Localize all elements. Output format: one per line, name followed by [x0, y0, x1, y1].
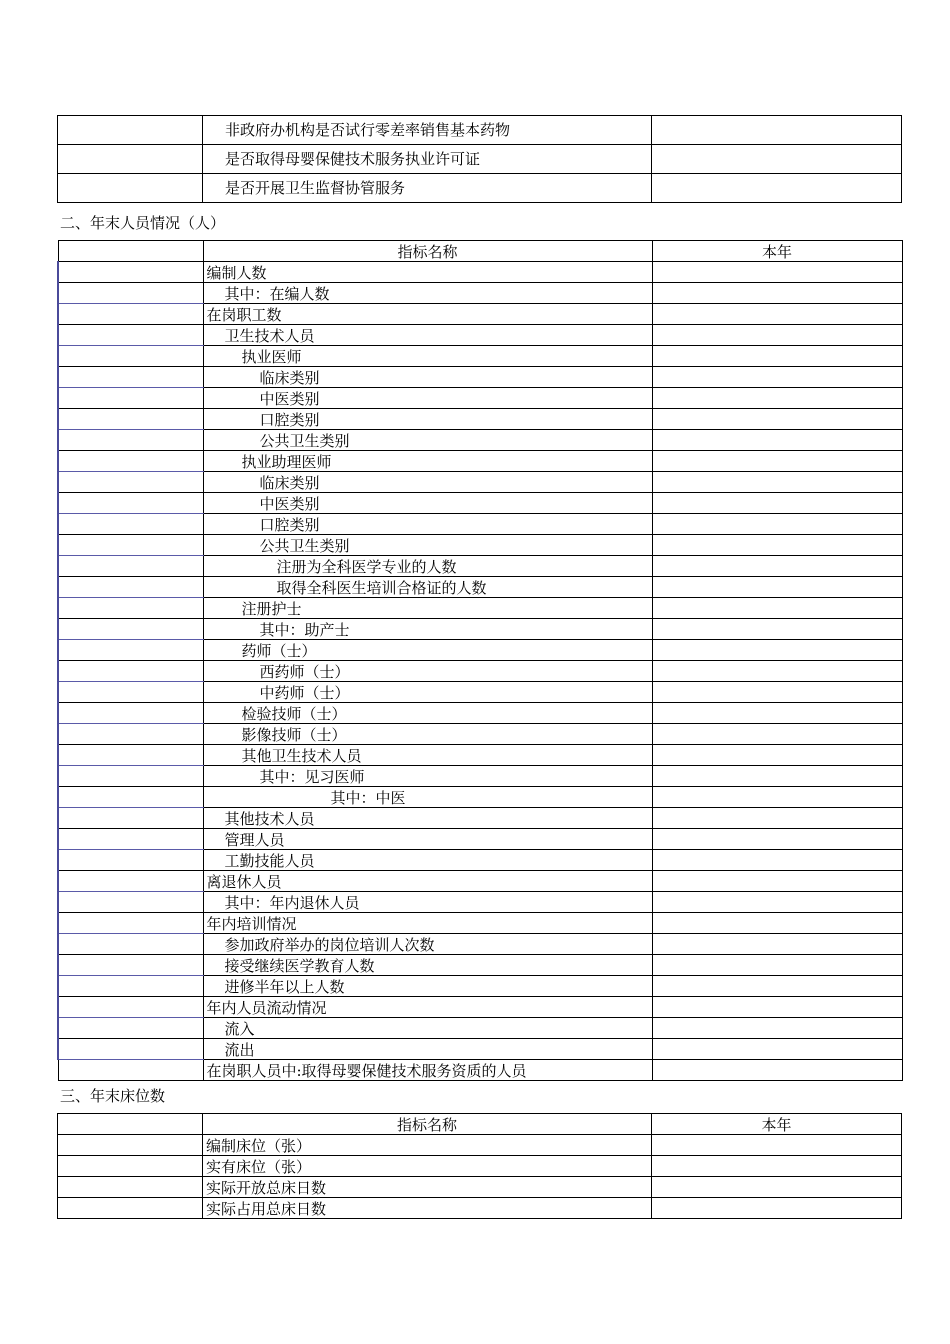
indicator-name: 执业助理医师: [203, 451, 652, 472]
header-indicator-name: 指标名称: [203, 241, 652, 262]
code-cell: [58, 619, 203, 640]
value-cell[interactable]: [652, 745, 902, 766]
value-cell[interactable]: [652, 829, 902, 850]
value-cell[interactable]: [652, 145, 902, 174]
code-cell: [58, 598, 203, 619]
value-cell[interactable]: [652, 1177, 902, 1198]
code-cell: [58, 829, 203, 850]
value-cell[interactable]: [652, 1135, 902, 1156]
beds-table: [57, 1113, 902, 1219]
value-cell[interactable]: [652, 430, 902, 451]
value-cell[interactable]: [652, 116, 902, 145]
code-cell: [58, 955, 203, 976]
code-cell: [58, 367, 203, 388]
indicator-name: 是否取得母婴保健技术服务执业许可证: [203, 145, 652, 174]
indicator-name: 公共卫生类别: [203, 535, 652, 556]
table-row: [58, 304, 902, 325]
code-cell: [58, 703, 203, 724]
header-current-year: 本年: [652, 1114, 902, 1135]
indicator-name: 其他技术人员: [203, 808, 652, 829]
table-row: [58, 850, 902, 871]
institution-status-table: [57, 115, 902, 203]
indicator-name: 西药师（士）: [203, 661, 652, 682]
code-cell: [58, 871, 203, 892]
table-row: [58, 913, 902, 934]
indicator-name: 工勤技能人员: [203, 850, 652, 871]
indicator-name: 管理人员: [203, 829, 652, 850]
value-cell[interactable]: [652, 787, 902, 808]
code-cell: [58, 174, 203, 203]
indicator-name: 药师（士）: [203, 640, 652, 661]
indicator-name: 公共卫生类别: [203, 430, 652, 451]
code-cell: [58, 892, 203, 913]
value-cell[interactable]: [652, 472, 902, 493]
indicator-name: 取得全科医生培训合格证的人数: [203, 577, 652, 598]
header-indicator-name: 指标名称: [203, 1114, 652, 1135]
table-row: [58, 619, 902, 640]
value-cell[interactable]: [652, 388, 902, 409]
code-cell: [58, 493, 203, 514]
code-cell: [58, 472, 203, 493]
table-row: [58, 577, 902, 598]
indicator-name: 接受继续医学教育人数: [203, 955, 652, 976]
table-header-row: [58, 241, 902, 262]
value-cell[interactable]: [652, 640, 902, 661]
section-title-staff: 二、年末人员情况（人）: [60, 214, 226, 232]
value-cell[interactable]: [652, 892, 902, 913]
table-row: [58, 116, 902, 145]
value-cell[interactable]: [652, 619, 902, 640]
table-row: [58, 1039, 902, 1060]
table-row: [58, 1060, 902, 1081]
value-cell[interactable]: [652, 346, 902, 367]
code-cell: [58, 787, 203, 808]
table-row: [58, 640, 902, 661]
code-cell: [58, 808, 203, 829]
table-row: [58, 556, 902, 577]
code-cell: [58, 116, 203, 145]
value-cell[interactable]: [652, 409, 902, 430]
table-row: [58, 262, 902, 283]
indicator-name: 中医类别: [203, 493, 652, 514]
value-cell[interactable]: [652, 304, 902, 325]
value-cell[interactable]: [652, 661, 902, 682]
table-row: [58, 787, 902, 808]
table-row: [58, 997, 902, 1018]
table-row: [58, 145, 902, 174]
indicator-name: 注册护士: [203, 598, 652, 619]
table-row: [58, 325, 902, 346]
code-cell: [58, 1039, 203, 1060]
table-row: [58, 934, 902, 955]
table-row: [58, 808, 902, 829]
value-cell[interactable]: [652, 535, 902, 556]
value-cell[interactable]: [652, 283, 902, 304]
indicator-name: 中药师（士）: [203, 682, 652, 703]
value-cell[interactable]: [652, 493, 902, 514]
table-row: [58, 661, 902, 682]
table-row: [58, 409, 902, 430]
code-cell: [58, 304, 203, 325]
value-cell[interactable]: [652, 1018, 902, 1039]
indicator-name: 参加政府举办的岗位培训人次数: [203, 934, 652, 955]
table-row: [58, 493, 902, 514]
table-row: [58, 703, 902, 724]
table-row: [58, 346, 902, 367]
indicator-name: 年内人员流动情况: [203, 997, 652, 1018]
indicator-name: 年内培训情况: [203, 913, 652, 934]
value-cell[interactable]: [652, 451, 902, 472]
indicator-name: 其中：中医: [203, 787, 652, 808]
value-cell[interactable]: [652, 682, 902, 703]
table-row: [58, 976, 902, 997]
indicator-name: 实际占用总床日数: [203, 1198, 652, 1219]
value-cell[interactable]: [652, 1060, 902, 1081]
staff-table: [57, 240, 903, 1081]
table-row: [58, 892, 902, 913]
table-row: [58, 598, 902, 619]
code-cell: [58, 409, 203, 430]
header-current-year: 本年: [652, 241, 902, 262]
code-cell: [58, 451, 203, 472]
code-cell: [58, 913, 203, 934]
table-row: [58, 1198, 902, 1219]
table-row: [58, 535, 902, 556]
indicator-name: 非政府办机构是否试行零差率销售基本药物: [203, 116, 652, 145]
code-cell: [58, 976, 203, 997]
code-cell: [58, 514, 203, 535]
code-cell: [58, 661, 203, 682]
table-row: [58, 1156, 902, 1177]
table-row: [58, 472, 902, 493]
value-cell[interactable]: [652, 871, 902, 892]
indicator-name: 离退休人员: [203, 871, 652, 892]
table-row: [58, 514, 902, 535]
code-cell: [58, 262, 203, 283]
table-header-row: [58, 1114, 902, 1135]
code-cell: [58, 850, 203, 871]
code-cell: [58, 766, 203, 787]
value-cell[interactable]: [652, 598, 902, 619]
code-cell: [58, 1177, 203, 1198]
indicator-name: 卫生技术人员: [203, 325, 652, 346]
indicator-name: 临床类别: [203, 367, 652, 388]
code-cell: [58, 145, 203, 174]
value-cell[interactable]: [652, 724, 902, 745]
table-row: [58, 829, 902, 850]
code-cell: [58, 283, 203, 304]
value-cell[interactable]: [652, 1156, 902, 1177]
value-cell[interactable]: [652, 367, 902, 388]
code-cell: [58, 1156, 203, 1177]
value-cell[interactable]: [652, 1039, 902, 1060]
table-row: [58, 1135, 902, 1156]
indicator-name: 影像技师（士）: [203, 724, 652, 745]
code-cell: [58, 997, 203, 1018]
indicator-name: 编制床位（张）: [203, 1135, 652, 1156]
indicator-name: 其中：助产士: [203, 619, 652, 640]
table-row: [58, 745, 902, 766]
value-cell[interactable]: [652, 913, 902, 934]
code-cell: [58, 1060, 203, 1081]
indicator-name: 中医类别: [203, 388, 652, 409]
indicator-name: 在岗职工数: [203, 304, 652, 325]
table-row: [58, 367, 902, 388]
section-title-beds: 三、年末床位数: [60, 1087, 166, 1105]
indicator-name: 流出: [203, 1039, 652, 1060]
code-cell: [58, 346, 203, 367]
indicator-name: 口腔类别: [203, 409, 652, 430]
value-cell[interactable]: [652, 955, 902, 976]
code-cell: [58, 388, 203, 409]
value-cell[interactable]: [652, 556, 902, 577]
value-cell[interactable]: [652, 1198, 902, 1219]
value-cell[interactable]: [652, 325, 902, 346]
header-code-cell: [58, 241, 203, 262]
value-cell[interactable]: [652, 514, 902, 535]
indicator-name: 在岗职人员中:取得母婴保健技术服务资质的人员: [203, 1060, 652, 1081]
indicator-name: 实有床位（张）: [203, 1156, 652, 1177]
indicator-name: 是否开展卫生监督协管服务: [203, 174, 652, 203]
value-cell[interactable]: [652, 808, 902, 829]
code-cell: [58, 430, 203, 451]
code-cell: [58, 934, 203, 955]
table-row: [58, 766, 902, 787]
value-cell[interactable]: [652, 262, 902, 283]
indicator-name: 编制人数: [203, 262, 652, 283]
table-row: [58, 871, 902, 892]
indicator-name: 检验技师（士）: [203, 703, 652, 724]
indicator-name: 流入: [203, 1018, 652, 1039]
code-cell: [58, 1018, 203, 1039]
table-row: [58, 388, 902, 409]
table-row: [58, 1177, 902, 1198]
indicator-name: 其中：年内退休人员: [203, 892, 652, 913]
indicator-name: 其中：在编人数: [203, 283, 652, 304]
table-row: [58, 1018, 902, 1039]
code-cell: [58, 556, 203, 577]
table-row: [58, 283, 902, 304]
code-cell: [58, 724, 203, 745]
code-cell: [58, 1198, 203, 1219]
value-cell[interactable]: [652, 174, 902, 203]
indicator-name: 其中：见习医师: [203, 766, 652, 787]
indicator-name: 注册为全科医学专业的人数: [203, 556, 652, 577]
indicator-name: 其他卫生技术人员: [203, 745, 652, 766]
code-cell: [58, 745, 203, 766]
table-row: [58, 430, 902, 451]
value-cell[interactable]: [652, 934, 902, 955]
table-row: [58, 451, 902, 472]
value-cell[interactable]: [652, 997, 902, 1018]
code-cell: [58, 640, 203, 661]
code-cell: [58, 325, 203, 346]
value-cell[interactable]: [652, 703, 902, 724]
header-code-cell: [58, 1114, 203, 1135]
table-row: [58, 955, 902, 976]
indicator-name: 口腔类别: [203, 514, 652, 535]
code-cell: [58, 535, 203, 556]
table-row: [58, 174, 902, 203]
code-cell: [58, 577, 203, 598]
indicator-name: 进修半年以上人数: [203, 976, 652, 997]
code-cell: [58, 1135, 203, 1156]
table-row: [58, 724, 902, 745]
table-row: [58, 682, 902, 703]
value-cell[interactable]: [652, 976, 902, 997]
value-cell[interactable]: [652, 766, 902, 787]
code-cell: [58, 682, 203, 703]
value-cell[interactable]: [652, 577, 902, 598]
value-cell[interactable]: [652, 850, 902, 871]
indicator-name: 临床类别: [203, 472, 652, 493]
indicator-name: 执业医师: [203, 346, 652, 367]
indicator-name: 实际开放总床日数: [203, 1177, 652, 1198]
